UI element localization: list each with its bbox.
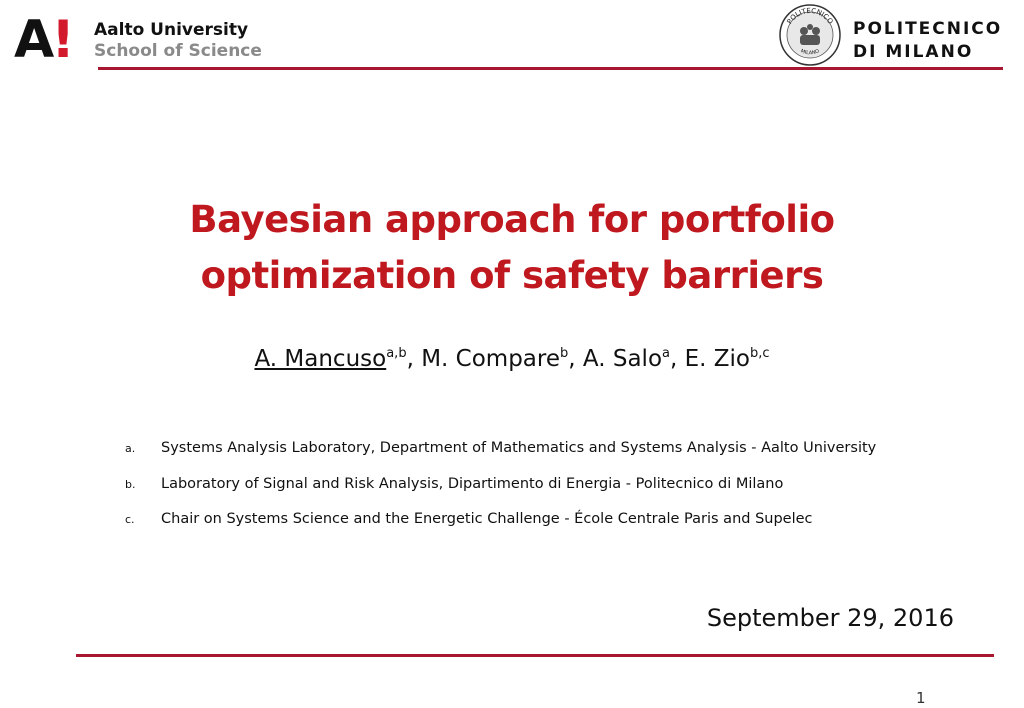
- affiliation-marker: b.: [125, 478, 136, 491]
- polimi-seal-icon: [778, 3, 842, 67]
- slide-title-line2: optimization of safety barriers: [200, 254, 824, 297]
- affiliation-text: Laboratory of Signal and Risk Analysis, Dipartimento di Energia - Politecnico di Milano: [161, 476, 784, 492]
- author: E. Zio$^{b,c}$: [684, 346, 770, 372]
- svg-text:MILANO: MILANO: [799, 48, 821, 57]
- author: A. Salo$^a$,: [582, 346, 685, 372]
- aalto-logo-mark: A!: [14, 10, 72, 70]
- affiliation-text: Systems Analysis Laboratory, Department of Mathematics and Systems Analysis - Aalto University: [161, 440, 877, 456]
- affiliation-marker: a.: [125, 442, 136, 455]
- author: A. Mancuso$^{a,b}$,: [254, 346, 422, 372]
- author: M. Compare$^b$,: [421, 346, 583, 372]
- affiliation-item: [125, 440, 876, 456]
- affiliation-item: [125, 476, 783, 492]
- presentation-date: September 29, 2016: [706, 604, 954, 632]
- polimi-logo-line1: POLITECNICO: [853, 19, 1003, 39]
- slide-title: [112, 192, 912, 304]
- page-number: 1: [916, 689, 926, 707]
- polimi-logo-line2: DI MILANO: [853, 42, 974, 62]
- aalto-logo-university: Aalto University: [94, 20, 249, 40]
- author-list: [112, 346, 912, 372]
- aalto-logo-school: School of Science: [94, 41, 262, 61]
- affiliation-text: Chair on Systems Science and the Energetic Challenge - École Centrale Paris and Supelec: [161, 511, 813, 527]
- aalto-logo: [14, 10, 284, 70]
- header-rule: [98, 67, 1003, 70]
- affiliation-item: [125, 511, 813, 527]
- affiliation-marker: c.: [125, 513, 135, 526]
- footer-rule: [76, 654, 994, 657]
- svg-text:POLITECNICO: POLITECNICO: [785, 6, 835, 26]
- slide-title-line1: Bayesian approach for portfolio: [189, 198, 835, 241]
